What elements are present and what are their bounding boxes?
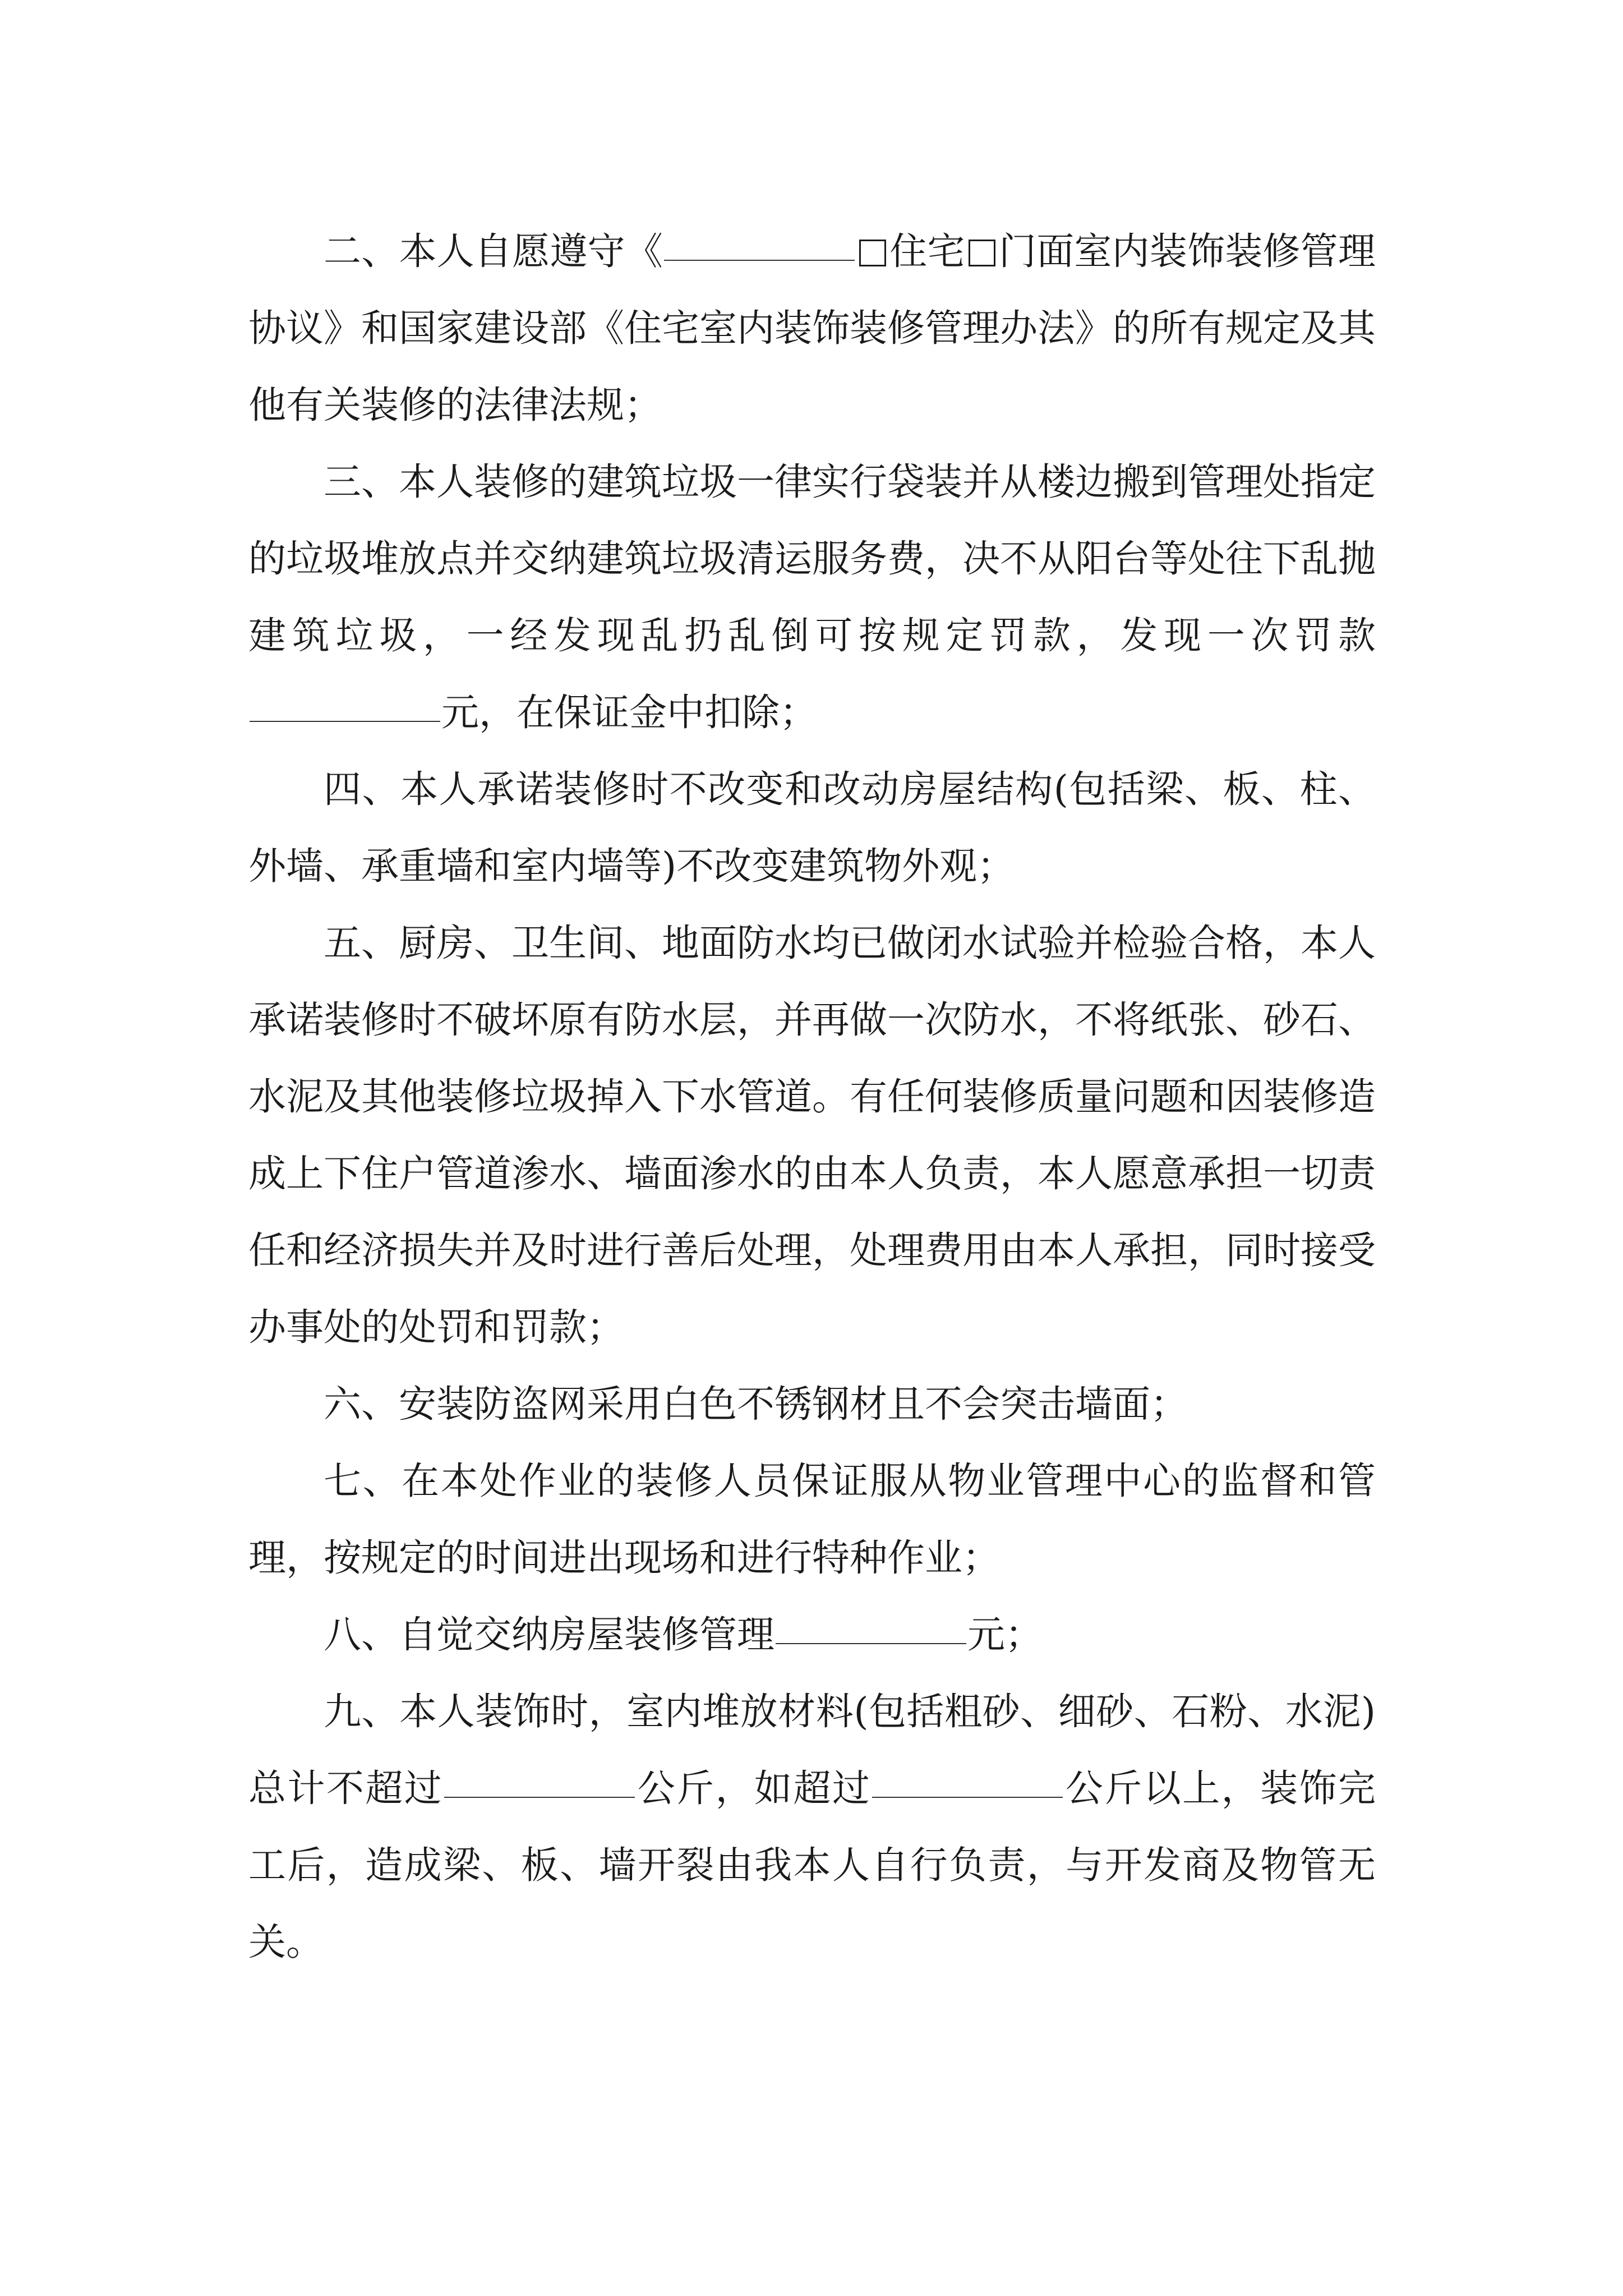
fill-in-blank: [444, 1796, 635, 1798]
clause-3: [248, 444, 1376, 751]
clause-2: [248, 213, 1376, 444]
clause-8-tail: 元；: [967, 1613, 1043, 1657]
clause-3-tail: 元，在保证金中扣除；: [441, 691, 817, 734]
clause-6: 六、安装防盗网采用白色不锈钢材且不会突击墙面；: [324, 1382, 1188, 1426]
clause-9-lead: 九、本人装饰时，室内堆放材料(包括粗砂、细砂、石粉、水泥)总计不超过: [248, 1690, 1376, 1810]
clause-8-lead: 八、自觉交纳房屋装修管理: [324, 1613, 774, 1657]
clause-4: 四、本人承诺装修时不改变和改动房屋结构(包括梁、板、柱、外墙、承重墙和室内墙等)不改变建筑物外观；: [248, 767, 1376, 888]
clause-7: 七、在本处作业的装修人员保证服从物业管理中心的监督和管理，按规定的时间进出现场和进行特种作业；: [248, 1459, 1376, 1580]
clause-2-lead: 二、本人自愿遵守《: [324, 229, 663, 273]
fill-in-blank: [776, 1642, 966, 1644]
fill-in-blank: [872, 1796, 1063, 1798]
clause-8: [248, 1596, 1376, 1673]
clause-9-tail: 公斤以上，装饰完工后，造成梁、板、墙开裂由我本人自行负责，与开发商及物管无关。: [248, 1766, 1376, 1964]
clause-2-rest: 门面室内装饰装修管理协议》和国家建设部《住宅室内装饰装修管理办法》的所有规定及其他有关装修的法律法规；: [248, 229, 1376, 427]
fill-in-blank: [250, 720, 440, 722]
clause-9-middle: 公斤，如超过: [636, 1766, 872, 1810]
clause-2-option-residence: 住宅: [889, 229, 965, 273]
document-body: [248, 213, 1376, 1981]
fill-in-blank: [664, 259, 855, 261]
checkbox-icon: [859, 240, 886, 266]
clause-9: [248, 1673, 1376, 1981]
clause-5: 五、厨房、卫生间、地面防水均已做闭水试验并检验合格，本人承诺装修时不破坏原有防水层，并再做一次防水，不将纸张、砂石、水泥及其他装修垃圾掉入下水管道。有任何装修质量问题和因装修造成上下住户管道渗水、墙面渗水的由本人负责，本人愿意承担一切责任和经济损失并及时进行善后处理，处理费用由本人承担，同时接受办事处的处罚和罚款；: [248, 921, 1376, 1349]
clause-3-lead: 三、本人装修的建筑垃圾一律实行袋装并从楼边搬到管理处指定的垃圾堆放点并交纳建筑垃圾清运服务费，决不从阳台等处往下乱抛建筑垃圾，一经发现乱扔乱倒可按规定罚款，发现一次罚款: [248, 460, 1376, 657]
checkbox-icon: [969, 240, 995, 266]
